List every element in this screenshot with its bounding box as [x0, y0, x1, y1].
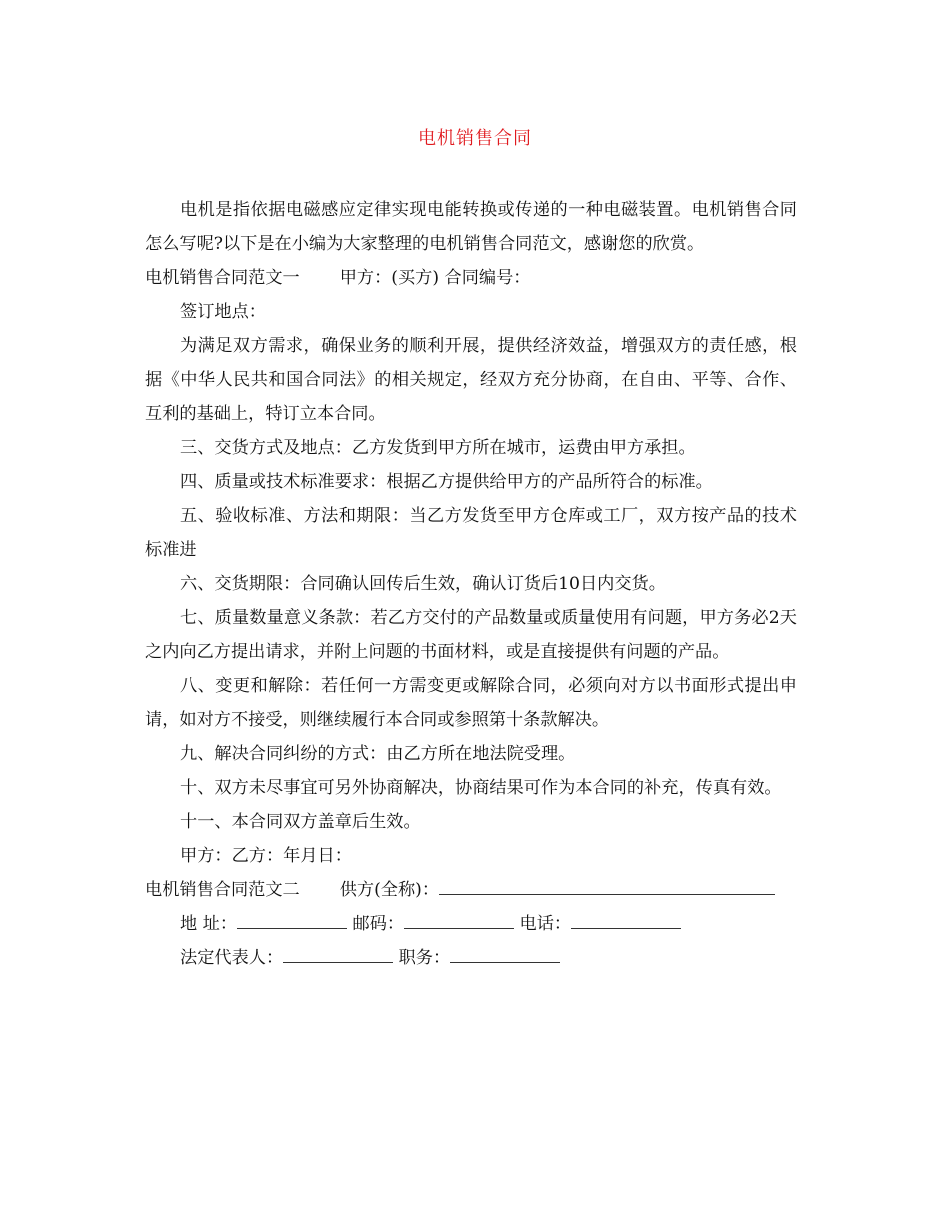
address-line — [145, 907, 797, 941]
position-blank — [450, 946, 560, 963]
document-body — [145, 193, 797, 975]
address-blank — [237, 912, 347, 929]
clause-acceptance: 五、验收标准、方法和期限：当乙方发货至甲方仓库或工厂，双方按产品的技术标准进 — [145, 506, 797, 560]
sample-one-heading: 电机销售合同范文一 — [145, 268, 300, 288]
zip-label: 邮码： — [352, 914, 405, 934]
supplier-name-blank — [439, 878, 775, 895]
legal-rep-blank — [283, 946, 393, 963]
representative-line — [145, 941, 797, 975]
phone-label: 电话： — [519, 914, 572, 934]
paragraph-sample-one-header — [145, 261, 797, 295]
address-label: 地 址： — [180, 914, 238, 934]
clause-quality-objection: 七、质量数量意义条款：若乙方交付的产品数量或质量使用有问题，甲方务必2天之内向乙方提出请求，并附上问题的书面材料，或是直接提供有问题的产品。 — [145, 608, 797, 662]
clause-dispute: 九、解决合同纠纷的方式：由乙方所在地法院受理。 — [180, 744, 576, 764]
party-a-buyer-line: 甲方：(买方) 合同编号： — [339, 268, 531, 288]
legal-rep-label: 法定代表人： — [180, 948, 284, 968]
phone-blank — [571, 912, 681, 929]
signature-line: 甲方：乙方：年月日： — [180, 846, 352, 866]
position-label: 职务： — [398, 948, 451, 968]
supplier-label: 供方(全称)： — [339, 880, 440, 900]
document-title: 电机销售合同 — [418, 128, 532, 149]
zip-blank — [404, 912, 514, 929]
clause-delivery-period: 六、交货期限：合同确认回传后生效，确认订货后10日内交货。 — [180, 574, 666, 594]
paragraph-sample-two-header — [145, 873, 797, 907]
clause-delivery-method: 三、交货方式及地点：乙方发货到甲方所在城市，运费由甲方承担。 — [180, 438, 696, 458]
clause-effective: 十一、本合同双方盖章后生效。 — [180, 812, 421, 832]
clause-change-termination: 八、变更和解除：若任何一方需变更或解除合同，必须向对方以书面形式提出申请，如对方不接受，则继续履行本合同或参照第十条款解决。 — [145, 676, 797, 730]
paragraph-preamble: 为满足双方需求，确保业务的顺利开展，提供经济效益，增强双方的责任感，根据《中华人民共和国合同法》的相关规定，经双方充分协商，在自由、平等、合作、互利的基础上，特订立本合同。 — [145, 336, 797, 424]
paragraph-intro: 电机是指依据电磁感应定律实现电能转换或传递的一种电磁装置。电机销售合同怎么写呢?以下是在小编为大家整理的电机销售合同范文，感谢您的欣赏。 — [145, 200, 797, 254]
clause-quality-standard: 四、质量或技术标准要求：根据乙方提供给甲方的产品所符合的标准。 — [180, 472, 713, 492]
clause-other-matters: 十、双方未尽事宜可另外协商解决，协商结果可作为本合同的补充，传真有效。 — [180, 778, 782, 798]
paragraph-signing-place: 签订地点： — [180, 302, 266, 322]
sample-two-heading: 电机销售合同范文二 — [145, 880, 300, 900]
